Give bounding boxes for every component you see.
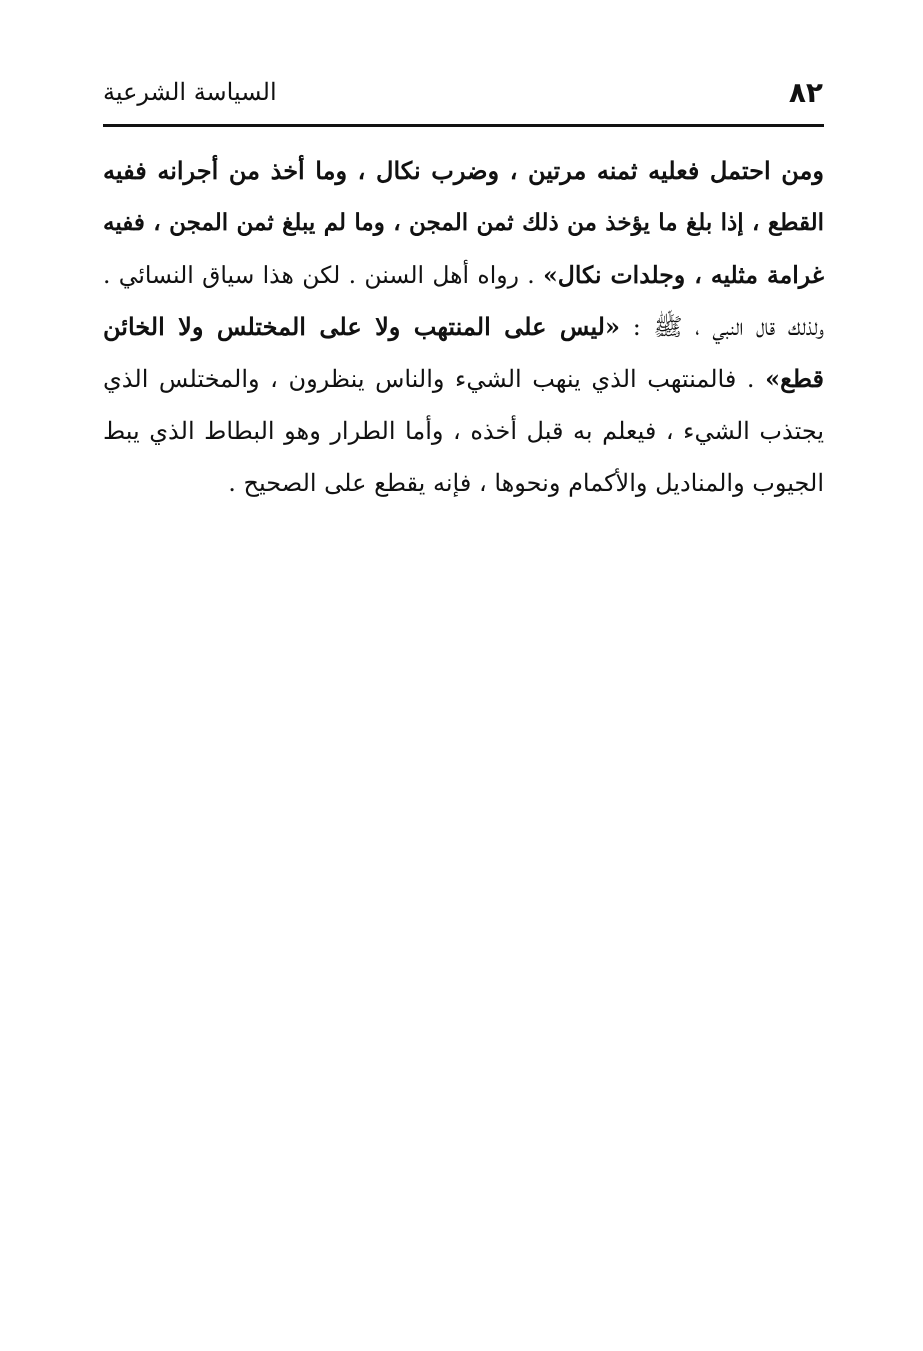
text-line	[103, 405, 824, 457]
text-line	[103, 301, 824, 353]
text-line	[103, 353, 824, 405]
text-line	[103, 457, 824, 509]
page-number: ٨٢	[788, 76, 823, 109]
text-segment: . فالمنتهب الذي ينهب الشيء والناس ينظرون ، والمختلس الذي	[103, 365, 766, 393]
text-segment: . رواه أهل السنن . لكن هذا سياق النسائي .	[103, 261, 544, 289]
text-segment: القطع ، إذا بلغ ما يؤخذ من ذلك ثمن المجن ، وما لم يبلغ ثمن المجن ، ففيه	[103, 209, 824, 236]
text-segment: قطع»	[765, 364, 824, 393]
header-rule	[103, 124, 824, 127]
text-segment: «ليس على المنتهب ولا على المختلس ولا الخائن	[103, 312, 620, 341]
body-text	[103, 145, 824, 509]
text-segment: ومن احتمل فعليه ثمنه مرتين ، وضرب نكال ، وما أخذ من أجرانه ففيه	[103, 156, 824, 185]
text-segment: الجيوب والمناديل والأكمام ونحوها ، فإنه يقطع على الصحيح .	[228, 469, 824, 497]
text-segment: غرامة مثليه ، وجلدات نكال»	[543, 261, 824, 289]
text-segment: ولذلك قال النبي ، ﷺ :	[620, 313, 824, 341]
page-header	[103, 74, 823, 118]
text-line	[103, 249, 824, 301]
running-title: السياسة الشرعية	[103, 78, 277, 106]
text-line	[103, 197, 824, 249]
text-line	[103, 145, 824, 197]
text-segment: يجتذب الشيء ، فيعلم به قبل أخذه ، وأما الطرار وهو البطاط الذي يبط	[103, 417, 824, 445]
